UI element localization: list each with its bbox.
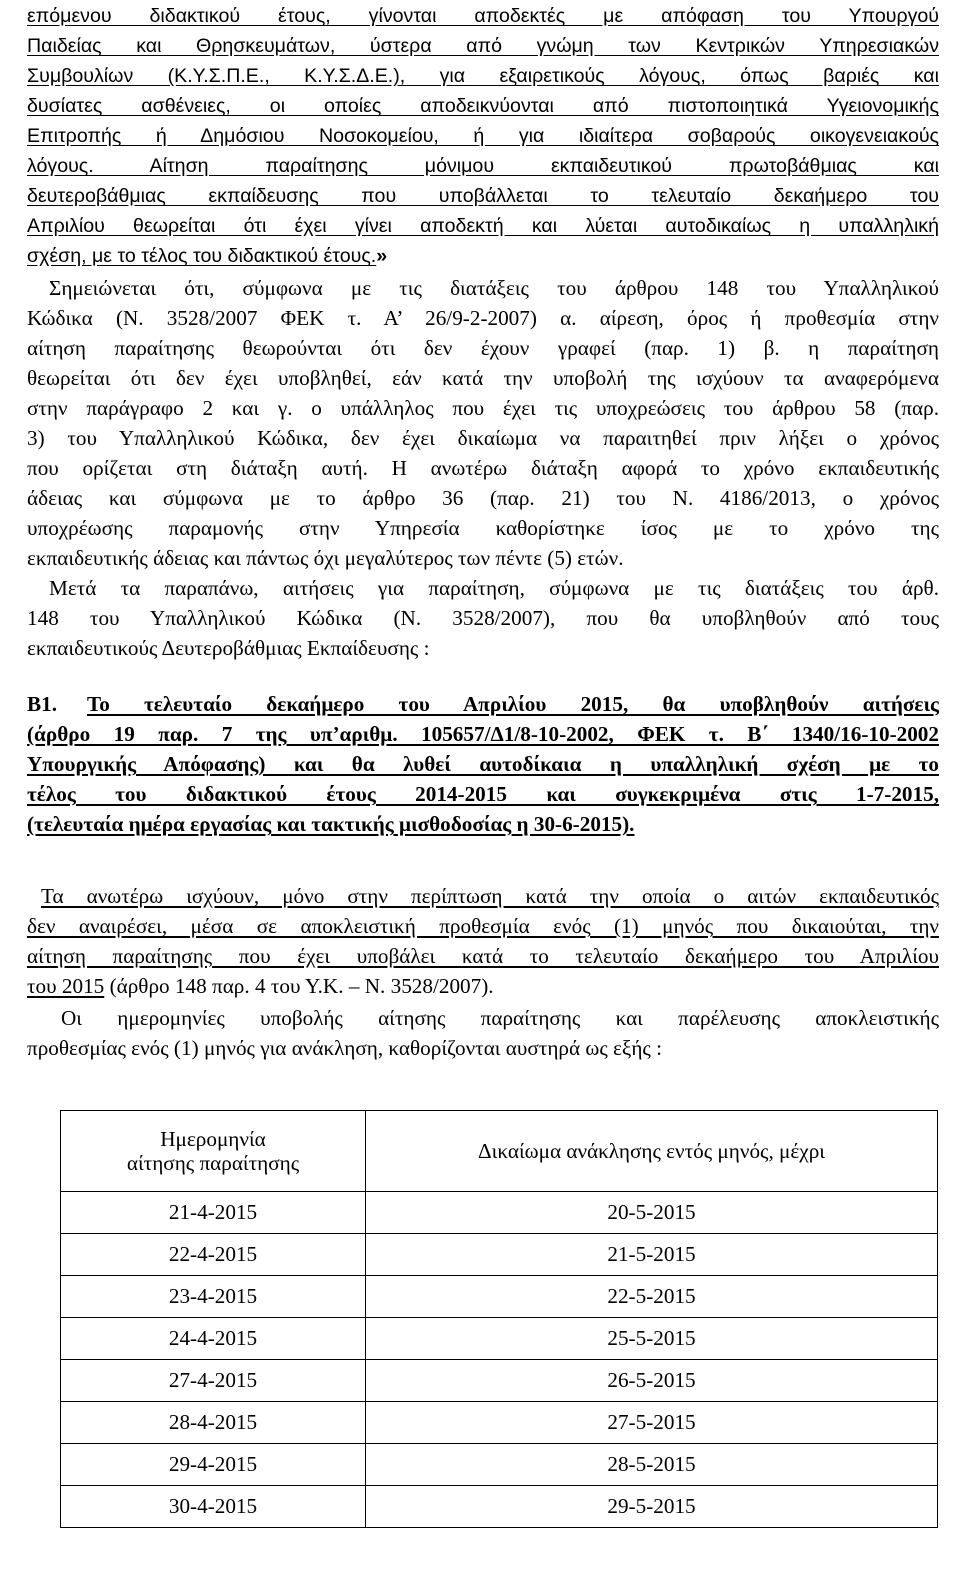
text-line: αίτηση παραίτησης που έχει υποβάλει κατά το τελευταίο δεκαήμερο του Απριλίου	[27, 944, 939, 968]
text-line: στην παράγραφο 2 και γ. ο υπάλληλος που έχει τις υποχρεώσεις του άρθρου 58 (παρ.	[27, 396, 939, 420]
text-line: Σημειώνεται ότι, σύμφωνα με τις διατάξεις του άρθρου 148 του Υπαλληλικού	[49, 276, 939, 300]
header-revoke-date: Δικαίωμα ανάκλησης εντός μηνός, μέχρι	[366, 1111, 938, 1192]
text-fragment: του 2015	[27, 974, 105, 998]
text-line	[27, 974, 939, 998]
text-line: αίτηση παραίτησης θεωρούνται ότι δεν έχουν γραφεί (παρ. 1) β. η παραίτηση	[27, 336, 939, 360]
table-row	[61, 1486, 938, 1528]
revoke-date-cell: 25-5-2015	[366, 1318, 938, 1360]
table-row	[61, 1276, 938, 1318]
revoke-date-cell: 29-5-2015	[366, 1486, 938, 1528]
table-row	[61, 1318, 938, 1360]
dates-table	[60, 1110, 938, 1528]
submit-date-cell: 21-4-2015	[61, 1192, 366, 1234]
b1-line: (άρθρο 19 παρ. 7 της υπ’αριθμ. 105657/Δ1/8-10-2002, ΦΕΚ τ. Β΄ 1340/16-10-2002	[27, 722, 939, 746]
table-row	[61, 1402, 938, 1444]
text-line: 3) του Υπαλληλικού Κώδικα, δεν έχει δικαίωμα να παραιτηθεί πριν λήξει ο χρόνος	[27, 426, 939, 450]
revoke-date-cell: 28-5-2015	[366, 1444, 938, 1486]
b1-line	[27, 692, 939, 716]
text-fragment: (άρθρο 148 παρ. 4 του Υ.Κ. – Ν. 3528/2007).	[104, 974, 494, 998]
text-line: Παιδείας και Θρησκευμάτων, ύστερα από γνώμη των Κεντρικών Υπηρεσιακών	[27, 35, 939, 57]
revoke-date-cell: 22-5-2015	[366, 1276, 938, 1318]
b1-label: Β1.	[27, 692, 58, 716]
text-line: 148 του Υπαλληλικού Κώδικα (Ν. 3528/2007), που θα υποβληθούν από τους	[27, 606, 939, 630]
header-submit-date	[61, 1111, 366, 1192]
table-header-row	[61, 1111, 938, 1192]
text-line	[27, 244, 939, 268]
submit-date-cell: 27-4-2015	[61, 1360, 366, 1402]
text-line: Συμβουλίων (Κ.Υ.Σ.Π.Ε., Κ.Υ.Σ.Δ.Ε.), για εξαιρετικούς λόγους, όπως βαριές και	[27, 65, 939, 87]
text-line: λόγους. Αίτηση παραίτησης μόνιμου εκπαιδευτικού πρωτοβάθμιας και	[27, 155, 939, 177]
text-line: εκπαιδευτικής άδειας και πάντως όχι μεγαλύτερος των πέντε (5) ετών.	[27, 546, 624, 570]
revoke-date-cell: 21-5-2015	[366, 1234, 938, 1276]
table-row	[61, 1360, 938, 1402]
text-line: Επιτροπής ή Δημόσιου Νοσοκομείου, ή για ιδιαίτερα σοβαρούς οικογενειακούς	[27, 125, 939, 147]
b1-line: Υπουργικής Απόφασης) και θα λυθεί αυτοδίκαια η υπαλληλική σχέση με το	[27, 752, 939, 776]
submit-date-cell: 28-4-2015	[61, 1402, 366, 1444]
text-line: εκπαιδευτικούς Δευτεροβάθμιας Εκπαίδευσης :	[27, 636, 430, 660]
text-line: Τα ανωτέρω ισχύουν, μόνο στην περίπτωση κατά την οποία ο αιτών εκπαιδευτικός	[41, 884, 939, 908]
text-fragment: σχέση, με το τέλος του διδακτικού έτους.	[27, 245, 377, 267]
revoke-date-cell: 20-5-2015	[366, 1192, 938, 1234]
closing-quote: »	[376, 245, 388, 267]
text-line: άδειας και σύμφωνα με το άρθρο 36 (παρ. 21) του Ν. 4186/2013, ο χρόνος	[27, 486, 939, 510]
revoke-date-cell: 27-5-2015	[366, 1402, 938, 1444]
text-line: δευτεροβάθμιας εκπαίδευσης που υποβάλλεται το τελευταίο δεκαήμερο του	[27, 185, 939, 207]
submit-date-cell: 22-4-2015	[61, 1234, 366, 1276]
text-line: επόμενου διδακτικού έτους, γίνονται αποδεκτές με απόφαση του Υπουργού	[27, 5, 939, 27]
table-row	[61, 1234, 938, 1276]
text-line: Κώδικα (Ν. 3528/2007 ΦΕΚ τ. Α’ 26/9-2-2007) α. αίρεση, όρος ή προθεσμία στην	[27, 306, 939, 330]
submit-date-cell: 24-4-2015	[61, 1318, 366, 1360]
revoke-date-cell: 26-5-2015	[366, 1360, 938, 1402]
text-line: Απριλίου θεωρείται ότι έχει γίνει αποδεκτή και λύεται αυτοδικαίως η υπαλληλική	[27, 215, 939, 237]
submit-date-cell: 23-4-2015	[61, 1276, 366, 1318]
text-line: δεν αναιρέσει, μέσα σε αποκλειστική προθεσμία ενός (1) μηνός που δικαιούται, την	[27, 914, 939, 938]
header-line: Ημερομηνία	[160, 1127, 266, 1151]
submit-date-cell: 29-4-2015	[61, 1444, 366, 1486]
text-line: υποχρέωσης παραμονής στην Υπηρεσία καθορίστηκε ίσος με το χρόνο της	[27, 516, 939, 540]
text-line: θεωρείται ότι δεν έχει υποβληθεί, εάν κατά την υποβολή της ισχύουν τα αναφερόμενα	[27, 366, 939, 390]
text-line: προθεσμίας ενός (1) μηνός για ανάκληση, καθορίζονται αυστηρά ως εξής :	[27, 1036, 663, 1060]
b1-line: (τελευταία ημέρα εργασίας και τακτικής μισθοδοσίας η 30-6-2015).	[27, 812, 635, 836]
table-row	[61, 1444, 938, 1486]
table-row	[61, 1192, 938, 1234]
text-line: Μετά τα παραπάνω, αιτήσεις για παραίτηση, σύμφωνα με τις διατάξεις του άρθ.	[49, 576, 939, 600]
submit-date-cell: 30-4-2015	[61, 1486, 366, 1528]
header-line: αίτησης παραίτησης	[126, 1151, 300, 1175]
text-line: δυσίατες ασθένειες, οι οποίες αποδεικνύονται από πιστοποιητικά Υγειονομικής	[27, 95, 939, 117]
text-line: Οι ημερομηνίες υποβολής αίτησης παραίτησης και παρέλευσης αποκλειστικής	[61, 1006, 939, 1030]
b1-line: τέλος του διδακτικού έτους 2014-2015 και συγκεκριμένα στις 1-7-2015,	[27, 782, 939, 806]
b1-text: Το τελευταίο δεκαήμερο του Απριλίου 2015, θα υποβληθούν αιτήσεις	[87, 692, 939, 716]
text-line: που ορίζεται στη διάταξη αυτή. Η ανωτέρω διάταξη αφορά το χρόνο εκπαιδευτικής	[27, 456, 939, 480]
